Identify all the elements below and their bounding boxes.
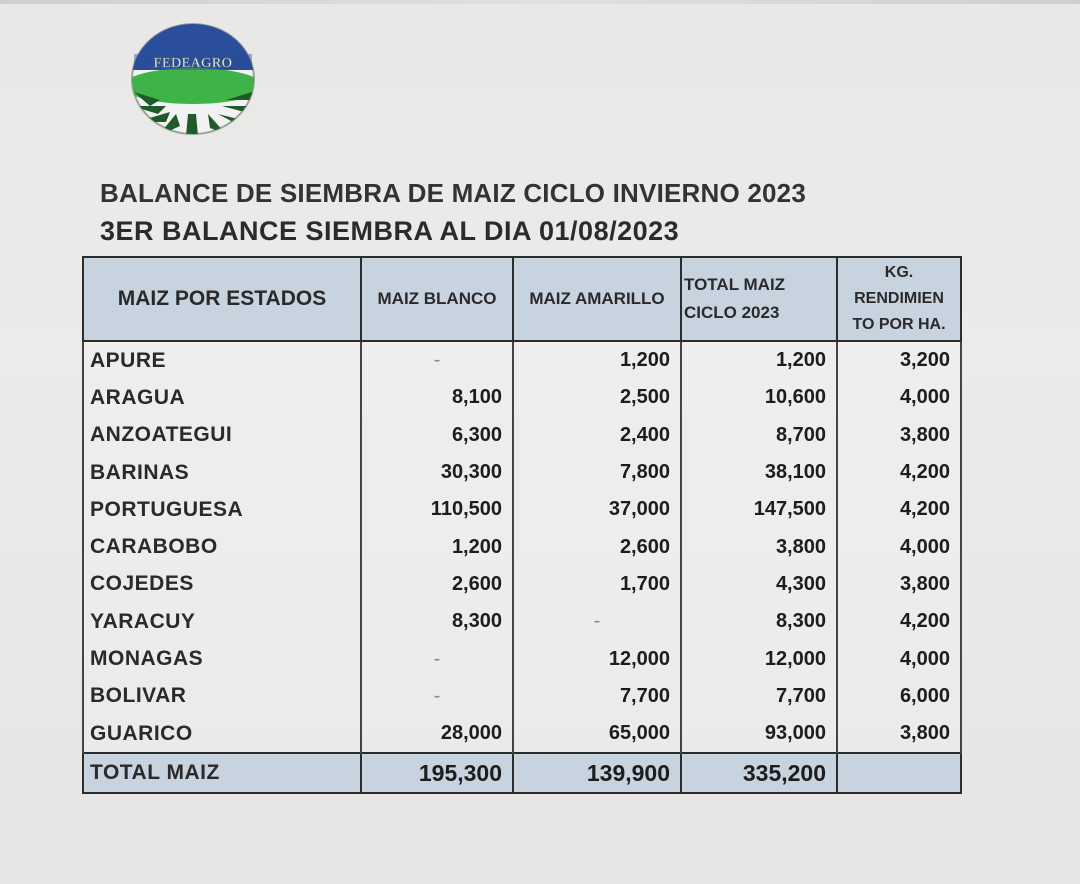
cell-blanco: - xyxy=(361,678,513,715)
col-header-rendimiento xyxy=(837,257,961,341)
cell-state: BOLIVAR xyxy=(83,678,361,715)
total-total: 335,200 xyxy=(681,753,837,793)
total-label: TOTAL MAIZ xyxy=(83,753,361,793)
col-header-state: MAIZ POR ESTADOS xyxy=(83,257,361,341)
table-row xyxy=(83,417,961,454)
total-amarillo: 139,900 xyxy=(513,753,681,793)
cell-total: 7,700 xyxy=(681,678,837,715)
page-title: BALANCE DE SIEMBRA DE MAIZ CICLO INVIERNO 2023 xyxy=(100,178,806,208)
cell-blanco: 8,100 xyxy=(361,379,513,416)
cell-blanco: - xyxy=(361,640,513,677)
total-row xyxy=(83,753,961,793)
balance-table xyxy=(82,256,962,794)
cell-blanco: 8,300 xyxy=(361,603,513,640)
cell-state: BARINAS xyxy=(83,454,361,491)
cell-rendimiento: 3,800 xyxy=(837,715,961,753)
cell-amarillo: 7,800 xyxy=(513,454,681,491)
table-row xyxy=(83,491,961,528)
cell-total: 38,100 xyxy=(681,454,837,491)
col-header-total xyxy=(681,257,837,341)
table-row xyxy=(83,715,961,753)
cell-total: 1,200 xyxy=(681,341,837,379)
total-rendimiento xyxy=(837,753,961,793)
cell-total: 8,300 xyxy=(681,603,837,640)
cell-total: 3,800 xyxy=(681,528,837,565)
cell-rendimiento: 3,800 xyxy=(837,566,961,603)
cell-state: ARAGUA xyxy=(83,379,361,416)
cell-state: APURE xyxy=(83,341,361,379)
cell-blanco: 1,200 xyxy=(361,528,513,565)
page-subtitle: 3ER BALANCE SIEMBRA AL DIA 01/08/2023 xyxy=(100,216,680,246)
logo-text: FEDEAGRO xyxy=(153,56,233,71)
cell-blanco: 6,300 xyxy=(361,417,513,454)
cell-rendimiento: 4,200 xyxy=(837,491,961,528)
cell-amarillo: - xyxy=(513,603,681,640)
cell-total: 12,000 xyxy=(681,640,837,677)
cell-blanco: - xyxy=(361,341,513,379)
table-row xyxy=(83,678,961,715)
screen-edge xyxy=(0,0,1080,4)
table-row xyxy=(83,603,961,640)
cell-blanco: 110,500 xyxy=(361,491,513,528)
cell-total: 4,300 xyxy=(681,566,837,603)
table-row xyxy=(83,454,961,491)
cell-amarillo: 37,000 xyxy=(513,491,681,528)
cell-rendimiento: 4,200 xyxy=(837,603,961,640)
cell-state: YARACUY xyxy=(83,603,361,640)
cell-amarillo: 7,700 xyxy=(513,678,681,715)
cell-blanco: 30,300 xyxy=(361,454,513,491)
cell-total: 147,500 xyxy=(681,491,837,528)
cell-amarillo: 1,200 xyxy=(513,341,681,379)
cell-total: 10,600 xyxy=(681,379,837,416)
table-header-row xyxy=(83,257,961,341)
cell-state: ANZOATEGUI xyxy=(83,417,361,454)
cell-rendimiento: 4,000 xyxy=(837,379,961,416)
cell-state: MONAGAS xyxy=(83,640,361,677)
fedeagro-logo xyxy=(130,22,256,136)
col-header-blanco: MAIZ BLANCO xyxy=(361,257,513,341)
cell-total: 93,000 xyxy=(681,715,837,753)
cell-rendimiento: 6,000 xyxy=(837,678,961,715)
cell-rendimiento: 3,800 xyxy=(837,417,961,454)
cell-amarillo: 1,700 xyxy=(513,566,681,603)
cell-blanco: 28,000 xyxy=(361,715,513,753)
cell-amarillo: 2,500 xyxy=(513,379,681,416)
col-header-amarillo: MAIZ AMARILLO xyxy=(513,257,681,341)
cell-rendimiento: 4,000 xyxy=(837,528,961,565)
col-header-rend-line1: KG. xyxy=(884,264,914,281)
col-header-total-line1: TOTAL MAIZ xyxy=(684,275,786,294)
title-block xyxy=(100,176,806,248)
table-row xyxy=(83,566,961,603)
cell-state: CARABOBO xyxy=(83,528,361,565)
cell-state: GUARICO xyxy=(83,715,361,753)
table-row xyxy=(83,341,961,379)
cell-blanco: 2,600 xyxy=(361,566,513,603)
col-header-rend-line2: RENDIMIEN xyxy=(854,290,944,307)
cell-state: COJEDES xyxy=(83,566,361,603)
cell-rendimiento: 4,200 xyxy=(837,454,961,491)
col-header-total-line2: CICLO 2023 xyxy=(684,303,780,322)
table-row xyxy=(83,640,961,677)
cell-amarillo: 65,000 xyxy=(513,715,681,753)
cell-state: PORTUGUESA xyxy=(83,491,361,528)
cell-total: 8,700 xyxy=(681,417,837,454)
cell-rendimiento: 4,000 xyxy=(837,640,961,677)
col-header-rend-line3: TO POR HA. xyxy=(852,316,946,333)
table-row xyxy=(83,379,961,416)
cell-amarillo: 2,600 xyxy=(513,528,681,565)
cell-amarillo: 12,000 xyxy=(513,640,681,677)
cell-rendimiento: 3,200 xyxy=(837,341,961,379)
total-blanco: 195,300 xyxy=(361,753,513,793)
table-row xyxy=(83,528,961,565)
cell-amarillo: 2,400 xyxy=(513,417,681,454)
